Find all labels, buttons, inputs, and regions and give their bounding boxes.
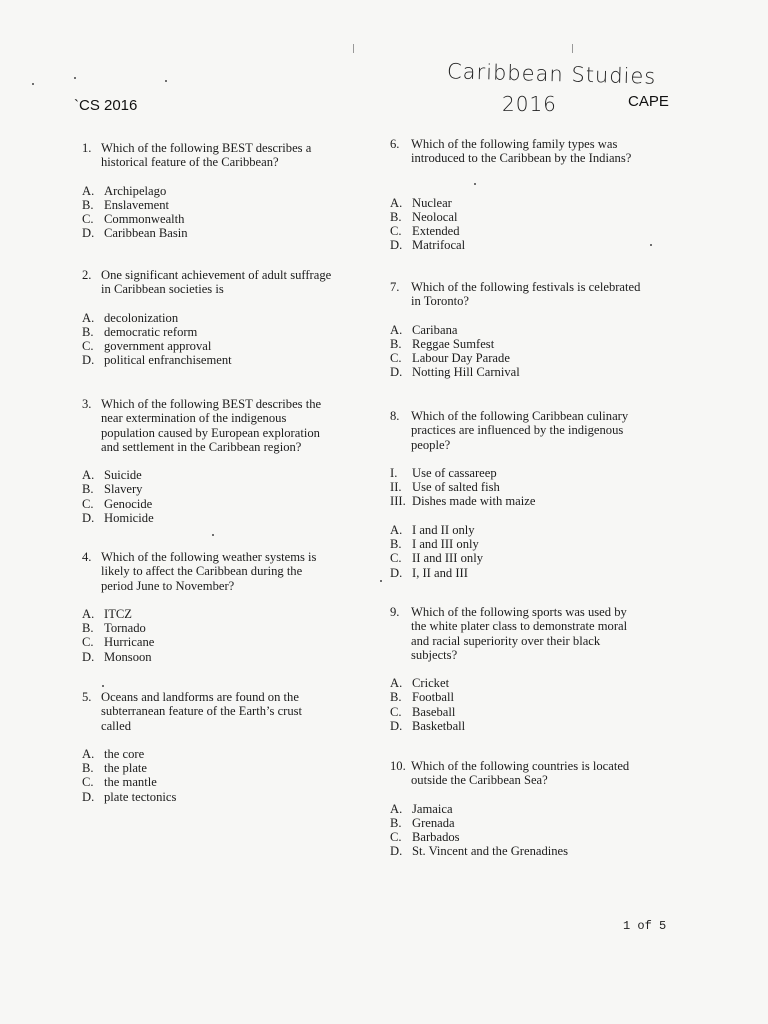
answer-option: D. Homicide (82, 511, 154, 526)
exam-label: CAPE (628, 93, 669, 110)
question-3 (82, 397, 372, 525)
answer-option: B. Enslavement (82, 197, 170, 212)
answer-option: D. Basketball (390, 719, 466, 734)
question-10 (390, 759, 690, 859)
answer-option: C. government approval (82, 339, 212, 354)
course-code: `CS 2016 (74, 97, 138, 114)
question-5 (82, 690, 372, 804)
answer-option: B. Grenada (390, 815, 455, 830)
question-stem: Oceans and landforms are found on the subterranean feature of the Earth’s crust called (101, 690, 303, 733)
answer-option: B. Tornado (82, 621, 146, 636)
question-4 (82, 550, 372, 664)
answer-option: D. Caribbean Basin (82, 226, 188, 241)
question-stem: Which of the following sports was used by the white plater class to demonstrate moral and racial superiority over their black subjects? (411, 605, 628, 662)
page-number: 1 of 5 (623, 919, 667, 933)
scan-speck (74, 77, 76, 79)
answer-option: A. Nuclear (390, 195, 452, 210)
question-number: 10. (390, 759, 406, 773)
answer-option: D. I, II and III (390, 565, 468, 580)
answer-option: A. Suicide (82, 468, 142, 483)
answer-option: C. Extended (390, 224, 460, 239)
question-number: 8. (390, 409, 400, 423)
answer-option: B. democratic reform (82, 324, 198, 339)
scan-speck (212, 534, 214, 536)
answer-option: D. St. Vincent and the Grenadines (390, 844, 569, 859)
question-stem: Which of the following BEST describes the near extermination of the indigenous population caused by European exploration and settlement in the Caribbean region? (101, 397, 322, 454)
answer-option: C. Barbados (390, 830, 460, 845)
question-number: 6. (390, 137, 400, 151)
scan-speck (380, 580, 382, 582)
answer-option: A. Cricket (390, 676, 450, 691)
answer-option: B. Football (390, 690, 454, 705)
scan-speck (102, 685, 104, 687)
answer-option: D. Notting Hill Carnival (390, 365, 520, 380)
question-number: 2. (82, 268, 92, 282)
scan-mark (353, 44, 354, 53)
scan-speck (165, 80, 167, 82)
question-number: 4. (82, 550, 92, 564)
scan-speck (32, 83, 34, 85)
answer-option: A. Caribana (390, 322, 458, 337)
question-7 (390, 280, 690, 380)
scan-mark (572, 44, 573, 53)
handwritten-title: Caribbean Studies (446, 59, 657, 89)
handwritten-year: 2016 (502, 92, 557, 116)
question-number: 3. (82, 397, 92, 411)
answer-option: C. Baseball (390, 704, 456, 719)
question-stem: Which of the following festivals is celebrated in Toronto? (411, 280, 641, 309)
question-2 (82, 268, 372, 368)
answer-option: B. Slavery (82, 482, 143, 497)
answer-option: A. Archipelago (82, 183, 167, 198)
answer-option: B. the plate (82, 761, 148, 776)
question-number: 5. (82, 690, 92, 704)
answer-option: D. Monsoon (82, 649, 152, 664)
answer-option: C. Hurricane (82, 635, 155, 650)
answer-option: D. plate tectonics (82, 789, 177, 804)
statement-item: II. Use of salted fish (390, 480, 500, 495)
statement-item: I. Use of cassareep (390, 465, 497, 480)
question-9 (390, 605, 690, 733)
answer-option: B. I and III only (390, 537, 479, 552)
answer-option: C. Labour Day Parade (390, 351, 510, 366)
answer-option: B. Reggae Sumfest (390, 336, 495, 351)
question-number: 9. (390, 605, 400, 619)
question-stem: Which of the following weather systems is likely to affect the Caribbean during the period June to November? (101, 550, 317, 593)
answer-option: C. the mantle (82, 775, 157, 790)
answer-option: D. political enfranchisement (82, 353, 232, 368)
answer-option: A. decolonization (82, 310, 179, 325)
answer-option: C. II and III only (390, 551, 483, 566)
question-6 (390, 137, 690, 253)
question-number: 7. (390, 280, 400, 294)
answer-option: A. the core (82, 746, 145, 761)
answer-option: A. Jamaica (390, 801, 453, 816)
answer-option: A. I and II only (390, 522, 475, 537)
question-8 (390, 409, 690, 580)
question-stem: One significant achievement of adult suffrage in Caribbean societies is (101, 268, 332, 297)
statement-item: III. Dishes made with maize (390, 494, 536, 509)
answer-option: A. ITCZ (82, 606, 132, 621)
answer-option: B. Neolocal (390, 209, 458, 224)
question-stem: Which of the following countries is located outside the Caribbean Sea? (411, 759, 630, 788)
question-stem: Which of the following BEST describes a historical feature of the Caribbean? (101, 141, 312, 170)
answer-option: C. Genocide (82, 496, 153, 511)
answer-option: C. Commonwealth (82, 212, 185, 227)
answer-option: D. Matrifocal (390, 238, 466, 253)
question-number: 1. (82, 141, 92, 155)
question-stem: Which of the following Caribbean culinary practices are influenced by the indigenous people? (411, 409, 629, 452)
question-stem: Which of the following family types was introduced to the Caribbean by the Indians? (411, 137, 632, 166)
question-1 (82, 141, 372, 241)
